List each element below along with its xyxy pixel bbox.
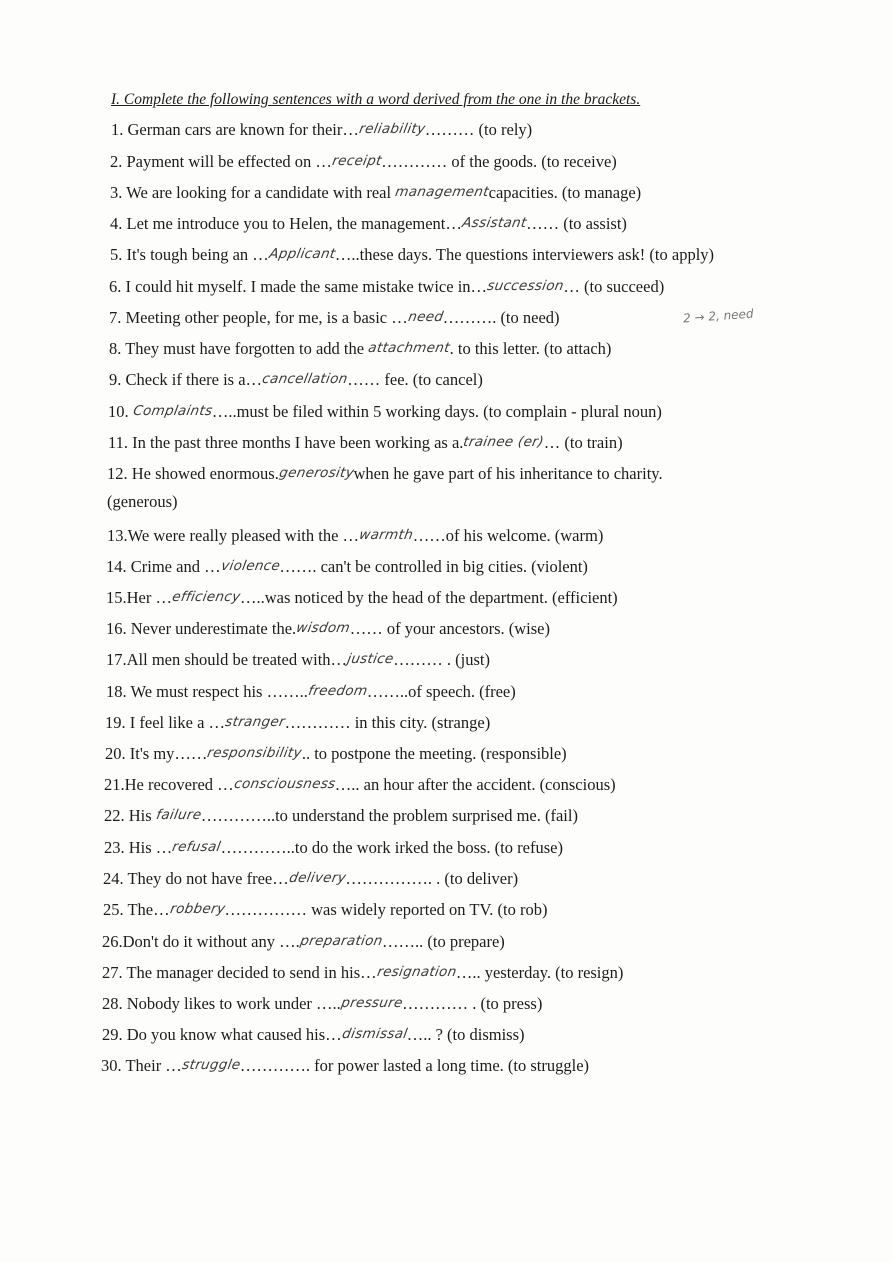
exercise-prompt-start: 1. German cars are known for their… — [111, 120, 359, 139]
exercise-item — [106, 557, 588, 578]
exercise-prompt-end: …..was noticed by the head of the department. (efficient) — [240, 588, 618, 607]
exercise-prompt-end: capacities. (to manage) — [488, 183, 642, 202]
exercise-prompt-end: …………..to do the work irked the boss. (to refuse) — [220, 838, 563, 857]
exercise-prompt-start: 18. We must respect his …….. — [106, 682, 308, 701]
exercise-item — [102, 1025, 525, 1046]
handwritten-answer: justice — [345, 651, 396, 667]
handwritten-answer: trainee (er) — [462, 434, 546, 450]
exercise-item — [111, 120, 532, 141]
exercise-item — [102, 932, 505, 953]
exercise-item — [110, 214, 627, 235]
handwritten-answer: Complaints — [131, 403, 214, 419]
handwritten-margin-note: 2 → 2, need — [682, 306, 754, 326]
handwritten-answer: resignation — [375, 964, 458, 980]
exercise-item — [104, 838, 563, 859]
exercise-prompt-end: …………… was widely reported on TV. (to rob) — [224, 900, 548, 919]
exercise-prompt-end: …… of your ancestors. (wise) — [349, 619, 550, 638]
exercise-prompt-start: 25. The… — [103, 900, 170, 919]
exercise-prompt-start: 6. I could hit myself. I made the same mistake twice in… — [109, 277, 488, 296]
exercise-prompt-end: ….. yesterday. (to resign) — [455, 963, 624, 982]
exercise-prompt-start: 8. They must have forgotten to add the — [109, 339, 369, 358]
handwritten-answer: freedom — [306, 683, 369, 699]
handwritten-answer: stranger — [223, 714, 287, 730]
exercise-prompt-end: …… (to assist) — [526, 214, 627, 233]
handwritten-answer: reliability — [357, 121, 427, 137]
exercise-prompt-end: ……..of speech. (free) — [366, 682, 516, 701]
handwritten-answer: efficiency — [170, 589, 242, 605]
handwritten-answer: refusal — [171, 839, 223, 855]
exercise-prompt-end: …… fee. (to cancel) — [347, 370, 483, 389]
exercise-prompt-start: 24. They do not have free… — [103, 869, 289, 888]
exercise-prompt-end: ……………. . (to deliver) — [345, 869, 519, 888]
handwritten-answer: attachment — [367, 340, 452, 356]
exercise-prompt-start: 2. Payment will be effected on … — [110, 152, 332, 171]
exercise-prompt-start: 15.Her … — [106, 588, 172, 607]
exercise-prompt-start: 17.All men should be treated with… — [106, 650, 348, 669]
exercise-item — [108, 433, 623, 454]
exercise-prompt-end: … (to train) — [543, 433, 623, 452]
exercise-item — [110, 245, 714, 266]
exercise-prompt-start: 26.Don't do it without any …. — [102, 932, 300, 951]
exercise-item — [107, 464, 663, 485]
handwritten-answer: failure — [154, 807, 203, 823]
exercise-prompt-start: 19. I feel like a … — [105, 713, 226, 732]
exercise-prompt-start: 23. His … — [104, 838, 173, 857]
exercise-item — [106, 682, 516, 703]
handwritten-answer: delivery — [287, 870, 348, 886]
handwritten-answer: need — [406, 309, 445, 325]
exercise-prompt-start: 3. We are looking for a candidate with real — [110, 183, 396, 202]
exercise-item — [104, 806, 578, 827]
exercise-prompt-end: ………… . (to press) — [402, 994, 543, 1013]
exercise-prompt-end: …..must be filed within 5 working days. (to complain - plural noun) — [211, 402, 662, 421]
exercise-prompt-start: 30. Their … — [101, 1056, 182, 1075]
exercise-prompt-start: 20. It's my…… — [105, 744, 208, 763]
exercise-prompt-start: 7. Meeting other people, for me, is a basic … — [109, 308, 408, 327]
handwritten-answer: receipt — [330, 153, 384, 169]
exercise-prompt-end: …………..to understand the problem surprised me. (fail) — [200, 806, 578, 825]
handwritten-answer: responsibility — [206, 745, 304, 761]
exercise-item — [102, 994, 542, 1015]
exercise-item — [110, 183, 641, 204]
exercise-prompt-start: (generous) — [107, 492, 178, 511]
exercise-item — [109, 277, 664, 298]
exercise-item — [107, 526, 603, 547]
exercise-prompt-end: ……… . (just) — [393, 650, 490, 669]
exercise-prompt-end: ………… of the goods. (to receive) — [381, 152, 617, 171]
exercise-prompt-start: 5. It's tough being an … — [110, 245, 269, 264]
exercise-prompt-start: 10. — [108, 402, 133, 421]
exercise-prompt-end: ……. can't be controlled in big cities. (violent) — [279, 557, 588, 576]
exercise-prompt-start: 28. Nobody likes to work under ….. — [102, 994, 341, 1013]
exercise-item — [109, 308, 560, 329]
exercise-item — [109, 339, 611, 360]
exercise-prompt-start: 9. Check if there is a… — [109, 370, 263, 389]
exercise-prompt-start: 4. Let me introduce you to Helen, the management… — [110, 214, 462, 233]
exercise-item — [106, 588, 618, 609]
handwritten-answer: warmth — [357, 527, 415, 543]
exercise-prompt-end: …..these days. The questions interviewers ask! (to apply) — [334, 245, 715, 264]
exercise-item — [110, 152, 617, 173]
exercise-prompt-start: 11. In the past three months I have been working as a. — [108, 433, 464, 452]
handwritten-answer: generosity — [277, 465, 356, 481]
exercise-prompt-start: 13.We were really pleased with the … — [107, 526, 360, 545]
exercise-prompt-end: when he gave part of his inheritance to charity. — [353, 464, 663, 483]
exercise-prompt-end: ….. an hour after the accident. (conscious) — [334, 775, 616, 794]
handwritten-answer: struggle — [180, 1057, 242, 1073]
exercise-prompt-start: 16. Never underestimate the. — [106, 619, 297, 638]
exercise-item — [109, 370, 483, 391]
exercise-prompt-end: ….. ? (to dismiss) — [406, 1025, 525, 1044]
exercise-prompt-start: 22. His — [104, 806, 156, 825]
exercise-item — [105, 744, 567, 765]
handwritten-answer: violence — [219, 558, 282, 574]
exercise-item — [103, 900, 547, 921]
exercise-prompt-end: . to this letter. (to attach) — [449, 339, 612, 358]
exercise-prompt-end: ………… in this city. (strange) — [284, 713, 491, 732]
handwritten-answer: management — [394, 184, 491, 200]
exercise-item — [107, 492, 178, 512]
exercise-item — [101, 1056, 589, 1077]
exercise-item — [106, 650, 490, 671]
exercise-prompt-end: …………. for power lasted a long time. (to struggle) — [239, 1056, 590, 1075]
exercise-prompt-start: 29. Do you know what caused his… — [102, 1025, 342, 1044]
exercise-item — [102, 963, 623, 984]
exercise-item — [103, 869, 518, 890]
handwritten-answer: Applicant — [267, 246, 337, 262]
handwritten-answer: Assistant — [460, 215, 528, 231]
exercise-prompt-end: ………. (to need) — [442, 308, 560, 327]
exercise-prompt-end: ……… (to rely) — [424, 120, 533, 139]
exercise-prompt-end: … (to succeed) — [563, 277, 665, 296]
handwritten-answer: succession — [485, 278, 566, 294]
exercise-prompt-start: 21.He recovered … — [104, 775, 234, 794]
exercise-prompt-end: ……of his welcome. (warm) — [412, 526, 604, 545]
exercise-item — [106, 619, 550, 640]
exercise-title: I. Complete the following sentences with a word derived from the one in the brackets. — [111, 91, 641, 108]
handwritten-answer: cancellation — [260, 371, 350, 387]
exercise-prompt-end: .. to postpone the meeting. (responsible) — [301, 744, 567, 763]
handwritten-answer: dismissal — [340, 1026, 409, 1042]
handwritten-answer: wisdom — [295, 620, 352, 636]
handwritten-answer: pressure — [339, 995, 404, 1011]
exercise-prompt-start: 14. Crime and … — [106, 557, 221, 576]
handwritten-answer: consciousness — [232, 776, 337, 792]
exercise-prompt-end: …….. (to prepare) — [382, 932, 505, 951]
handwritten-answer: preparation — [298, 933, 384, 949]
exercise-item — [104, 775, 616, 796]
exercise-item — [105, 713, 490, 734]
exercise-item — [108, 402, 662, 423]
handwritten-answer: robbery — [168, 901, 227, 917]
exercise-prompt-start: 12. He showed enormous. — [107, 464, 279, 483]
exercise-prompt-start: 27. The manager decided to send in his… — [102, 963, 377, 982]
